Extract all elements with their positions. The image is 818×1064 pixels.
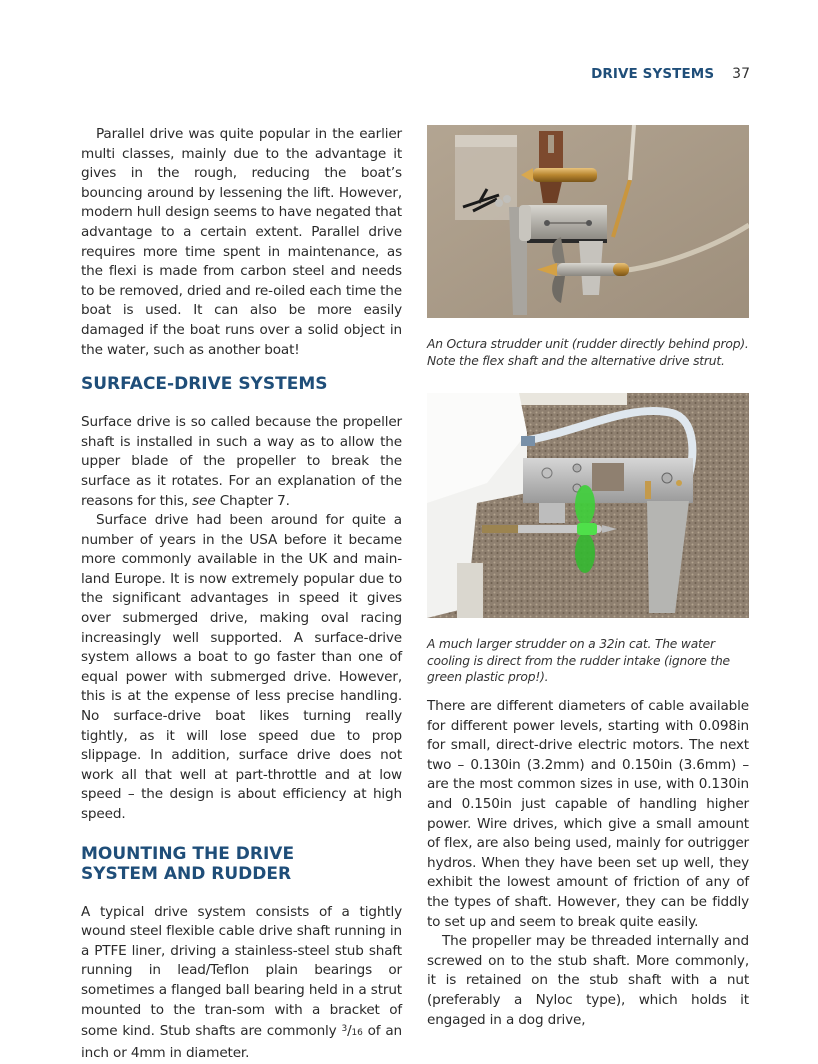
page-number: 37 [732,66,750,82]
strut-housing [527,205,607,243]
running-head [560,63,750,85]
mounting-paragraph [81,903,402,1064]
mounting-heading-line1: MOUNTING THE DRIVE [81,843,295,864]
photo-large-strudder [427,393,749,618]
right-column [427,697,749,1030]
caption-large-strudder: A much larger strudder on a 32in cat. The water cooling is direct from the rudder intake (ignore the green plastic prop!). [427,637,730,685]
photo-octura-strudder [427,125,749,318]
fraction-separator: / [347,1023,352,1040]
fraction-numerator: 3 [341,1024,348,1035]
fraction-denominator: 16 [351,1028,363,1039]
left-column [81,125,402,1063]
surface-drive-paragraph-2: Surface drive had been around for quite a number of years in the USA before it became more commonly available in the UK and main-land Europe. It is now extremely popular due to the significant advantages in speed it gives over submerged drive, making oval racing increasingly well supported. A surface-drive system allows a boat to go faster than one of equal power with submerged drive. However, this is at the expense of less precise handling. No surface-drive boat likes turning really tightly, as it will lose speed due to prop slippage. In addition, surface drive does not work all that well at part-throttle and at low speed – the design is about efficiency at high speed. [81,512,402,822]
green-plastic-prop [575,485,597,573]
see-reference: see [192,492,216,509]
running-head-title: DRIVE SYSTEMS [591,66,715,82]
caption-octura-strudder: An Octura strudder unit (rudder directly behind prop). Note the flex shaft and the alternative drive strut. [427,337,749,368]
cable-diameters-paragraph: There are different diameters of cable available for different power levels, starting with 0.098in for small, direct-drive electric motors. The next two – 0.130in (3.2mm) and 0.150in (3.6mm) – are the most common sizes in use, with 0.130in and 0.150in just capable of handling higher power. Wire drives, which give a small amount of flex, are also being used, mainly for outrigger hydros. When they have been set up well, they exhibit the lowest amount of friction of any of the types of shaft. However, they can be fiddly to set up and seem to break quite easily. [427,698,749,930]
parallel-drive-paragraph: Parallel drive was quite popular in the earlier multi classes, mainly due to the advantage it gives in the rough, reducing the boat’s bouncing around by lessening the lift. However, modern hull design seems to have negated that advantage to a certain extent. Parallel drive requires more time spent in maintenance, as the flexi is made from carbon steel and needs to be removed, dried and re-oiled each time the boat is used. It can also be more easily damaged if the boat runs over a solid object in the water, such as another boat! [81,126,402,358]
mounting-text-end: of an inch or 4mm in diameter. [81,1023,402,1061]
mounting-heading-line2: SYSTEM AND RUDDER [81,863,292,884]
surface-p1-text: Surface drive is so called because the propeller shaft is installed in such a way as to allow the upper blade of the propeller to break the surface as it rotates. For an explanation of the reasons for this, [81,414,402,509]
surface-drive-heading: SURFACE-DRIVE SYSTEMS [81,374,328,395]
mounting-heading [81,844,402,884]
mounting-text: A typical drive system consists of a tightly wound steel flexible cable drive shaft running in a PTFE liner, driving a stainless-steel stub shaft running in lead/Teflon plain bearings or sometimes a flanged ball bearing held in a strut mounted to the tran-som with a bracket of some kind. Stub shafts are commonly [81,903,402,1040]
surface-drive-paragraph-1 [81,413,402,511]
propeller-paragraph: The propeller may be threaded internally and screwed on to the stub shaft. More commonly, it is retained on the stub shaft with a nut (preferably a Nyloc type), which holds it engaged in a dog drive, [427,933,749,1028]
chapter-reference: Chapter 7. [215,492,290,509]
